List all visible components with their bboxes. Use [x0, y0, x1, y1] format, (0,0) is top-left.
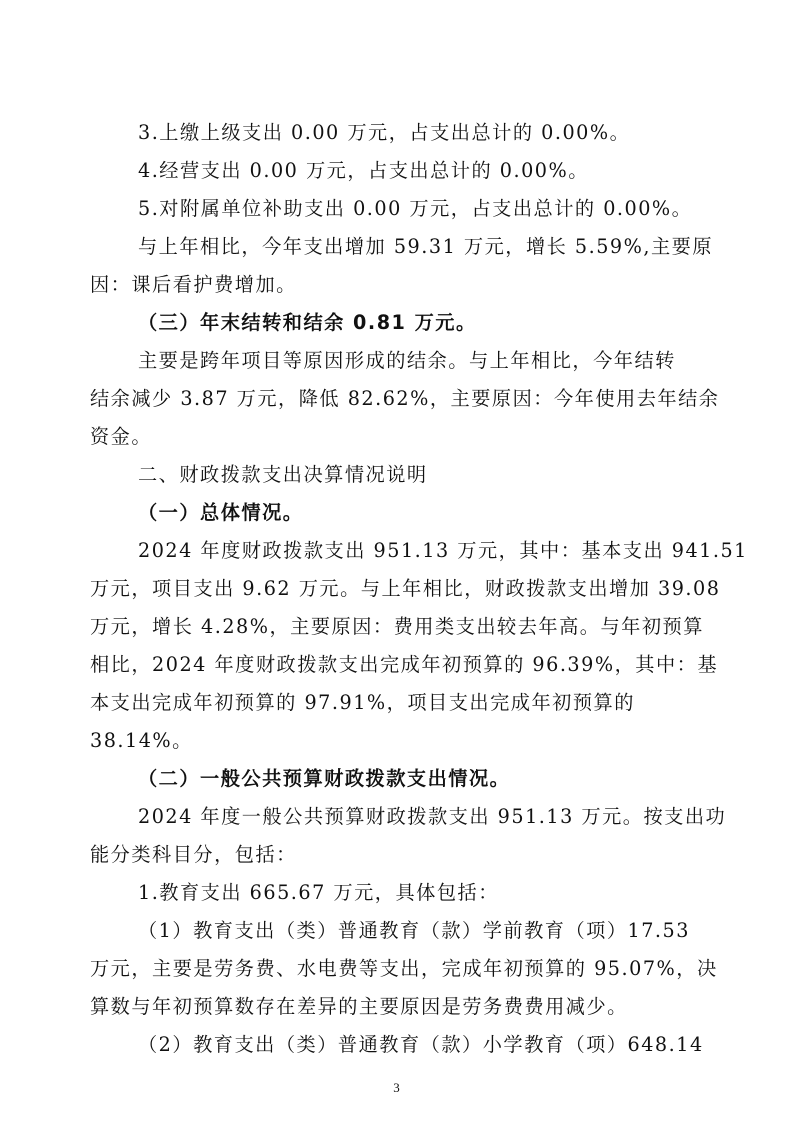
paragraph-line: 2024 年度一般公共预算财政拨款支出 951.13 万元。按支出功 [138, 805, 727, 828]
paragraph-line: 因：课后看护费增加。 [90, 273, 297, 296]
paragraph-line: 能分类科目分，包括： [90, 843, 297, 866]
paragraph-line: 3.上缴上级支出 0.00 万元，占支出总计的 0.00%。 [138, 121, 631, 144]
paragraph-line: 万元，项目支出 9.62 万元。与上年相比，财政拨款支出增加 39.08 [90, 577, 721, 600]
paragraph-line: 4.经营支出 0.00 万元，占支出总计的 0.00%。 [138, 159, 589, 182]
paragraph-line: （1）教育支出（类）普通教育（款）学前教育（项）17.53 [138, 919, 690, 942]
paragraph-line: 算数与年初预算数存在差异的主要原因是劳务费费用减少。 [90, 995, 628, 1018]
paragraph-line: 相比，2024 年度财政拨款支出完成年初预算的 96.39%，其中：基 [90, 653, 719, 676]
paragraph-line: 2024 年度财政拨款支出 951.13 万元，其中：基本支出 941.51 [138, 539, 748, 562]
section-heading: （二）一般公共预算财政拨款支出情况。 [138, 767, 511, 790]
paragraph-line: 38.14%。 [90, 729, 193, 752]
paragraph-line: 万元，主要是劳务费、水电费等支出，完成年初预算的 95.07%，决 [90, 957, 718, 980]
page-number: 3 [393, 1080, 400, 1095]
paragraph-line: 5.对附属单位补助支出 0.00 万元，占支出总计的 0.00%。 [138, 197, 693, 220]
paragraph-line: 结余减少 3.87 万元，降低 82.62%，主要原因：今年使用去年结余 [90, 387, 720, 410]
section-heading: （三）年末结转和结余 0.81 万元。 [138, 311, 477, 334]
paragraph-line: （2）教育支出（类）普通教育（款）小学教育（项）648.14 [138, 1033, 704, 1056]
section-heading: （一）总体情况。 [138, 501, 304, 524]
paragraph-line: 资金。 [90, 425, 153, 448]
paragraph-line: 与上年相比，今年支出增加 59.31 万元，增长 5.59%,主要原 [138, 235, 714, 258]
paragraph-line: 万元，增长 4.28%，主要原因：费用类支出较去年高。与年初预算 [90, 615, 704, 638]
paragraph-line: 主要是跨年项目等原因形成的结余。与上年相比，今年结转 [138, 349, 676, 372]
paragraph-line: 1.教育支出 665.67 万元，具体包括： [138, 881, 499, 904]
paragraph-line: 本支出完成年初预算的 97.91%，项目支出完成年初预算的 [90, 691, 635, 714]
chapter-heading: 二、财政拨款支出决算情况说明 [138, 463, 428, 486]
